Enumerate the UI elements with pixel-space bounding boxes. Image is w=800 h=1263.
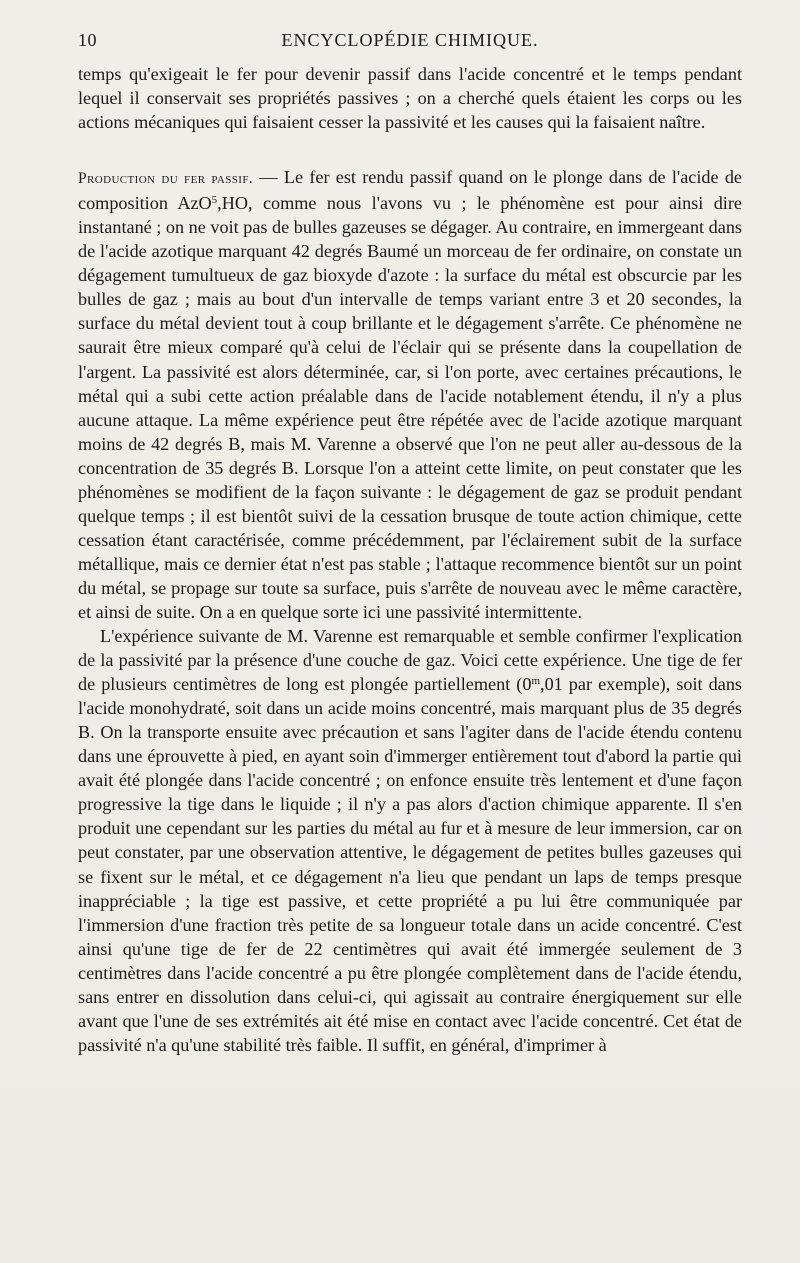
superscript: 5 (211, 194, 218, 207)
page-number: 10 (78, 30, 97, 50)
section-heading: Production du fer passif. (78, 170, 254, 188)
paragraph-text: ,HO, comme nous l'avons vu ; le phénomène est pour ainsi dire instantané ; on ne voit pas de bulles gazeuses se dégager. Au contraire, en immergeant dans de l'acide azotique marquant 42 degrés Baumé un morceau de fer ordinaire, on constate un dégagement tumultueux de gaz bioxyde d'azote : la surface du métal est obscurcie par les bulles de gaz ; mais au bout d'un intervalle de temps variant entre 3 et 20 secondes, la surface du métal devient tout à coup brillante et le dégagement s'arrête. Ce phénomène ne saurait être mieux comparé qu'à celui de l'éclair qui se présente dans la coupellation de l'argent. La passivité est alors déterminée, car, si l'on porte, avec certaines précautions, le métal qui a subi cette action préalable dans de l'acide notablement étendu, il n'y a plus aucune attaque. La même expérience peut être répétée avec de l'acide azotique marquant moins de 42 degrés B, mais M. Varenne a observé que l'on ne peut aller au-dessous de la concentration de 35 degrés B. Lorsque l'on a atteint cette limite, on peut constater que les phénomènes se modifient de la façon suivante : le dégagement de gaz se produit pendant quelque temps ; il est bientôt suivi de la cessation brusque de toute action chimique, cette cessation étant caractérisée, comme précédemment, par l'éclairement subit de la surface métallique, mais ce dernier état n'est pas stable ; l'attaque recommence bientôt sur un point du métal, se propage sur toute sa surface, puis s'arrête de nouveau avec le même caractère, et ainsi de suite. On a en quelque sorte ici une passivité intermittente. (78, 193, 742, 622)
superscript: m (531, 675, 541, 688)
heading-dash: — (253, 167, 284, 188)
paragraph-experience-varenne (78, 624, 742, 1057)
paragraph-text: Le fer est rendu passif quand on le plonge dans de l'acide de composition AzO (78, 167, 743, 214)
running-head (78, 30, 742, 56)
paragraph-production-fer-passif (78, 165, 742, 624)
running-title: ENCYCLOPÉDIE CHIMIQUE. (281, 30, 539, 50)
paragraph-text: ,01 par exemple), soit dans l'acide monohydraté, soit dans un acide moins concentré, mais marquant plus de 35 degrés B. On la transporte ensuite avec précaution et sans l'agiter dans de l'acide étendu contenu dans une éprouvette à pied, en ayant soin d'immerger entièrement tout d'abord la partie qui avait été plongée dans l'acide concentré ; on enfonce ensuite très lentement et d'une façon progressive la tige dans le liquide ; il n'y a pas alors d'action chimique apparente. Il s'en produit une cependant sur les parties du métal au fur et à mesure de leur immersion, car on peut constater, par une observation attentive, le dégagement de petites bulles gazeuses qui se fixent sur le métal, et ce dégagement n'a lieu que pendant un laps de temps presque inappréciable ; la tige est passive, et cette propriété a pu lui être communiquée par l'immersion d'une fraction très petite de sa longueur totale dans un acide concentré. C'est ainsi qu'une tige de fer de 22 centimètres qui avait été immergée seulement de 3 centimètres dans l'acide concentré a pu être plongée complètement dans de l'acide étendu, sans entrer en dissolution dans celui-ci, qui agissait au contraire énergiquement sur elle avant que l'une de ses extrémités ait été mise en contact avec l'acide concentré. Cet état de passivité n'a qu'une stabilité très faible. Il suffit, en général, d'imprimer à (78, 674, 742, 1055)
paragraph-continuation: temps qu'exigeait le fer pour devenir passif dans l'acide concentré et le temps pendant lequel il conservait ses propriétés passives ; on a cherché quels étaient les corps ou les actions mécaniques qui faisaient cesser la passivité et les causes qui la faisaient naître. (78, 64, 742, 133)
paragraph-text: L'expérience suivante de M. Varenne est remarquable et semble confirmer l'explication de la passivité par la présence d'une couche de gaz. Voici cette expérience. Une tige de fer de plusieurs centimètres de long est plongée partiellement (0 (78, 626, 742, 695)
text-body (78, 62, 742, 1057)
paragraph-spacer (78, 134, 742, 165)
